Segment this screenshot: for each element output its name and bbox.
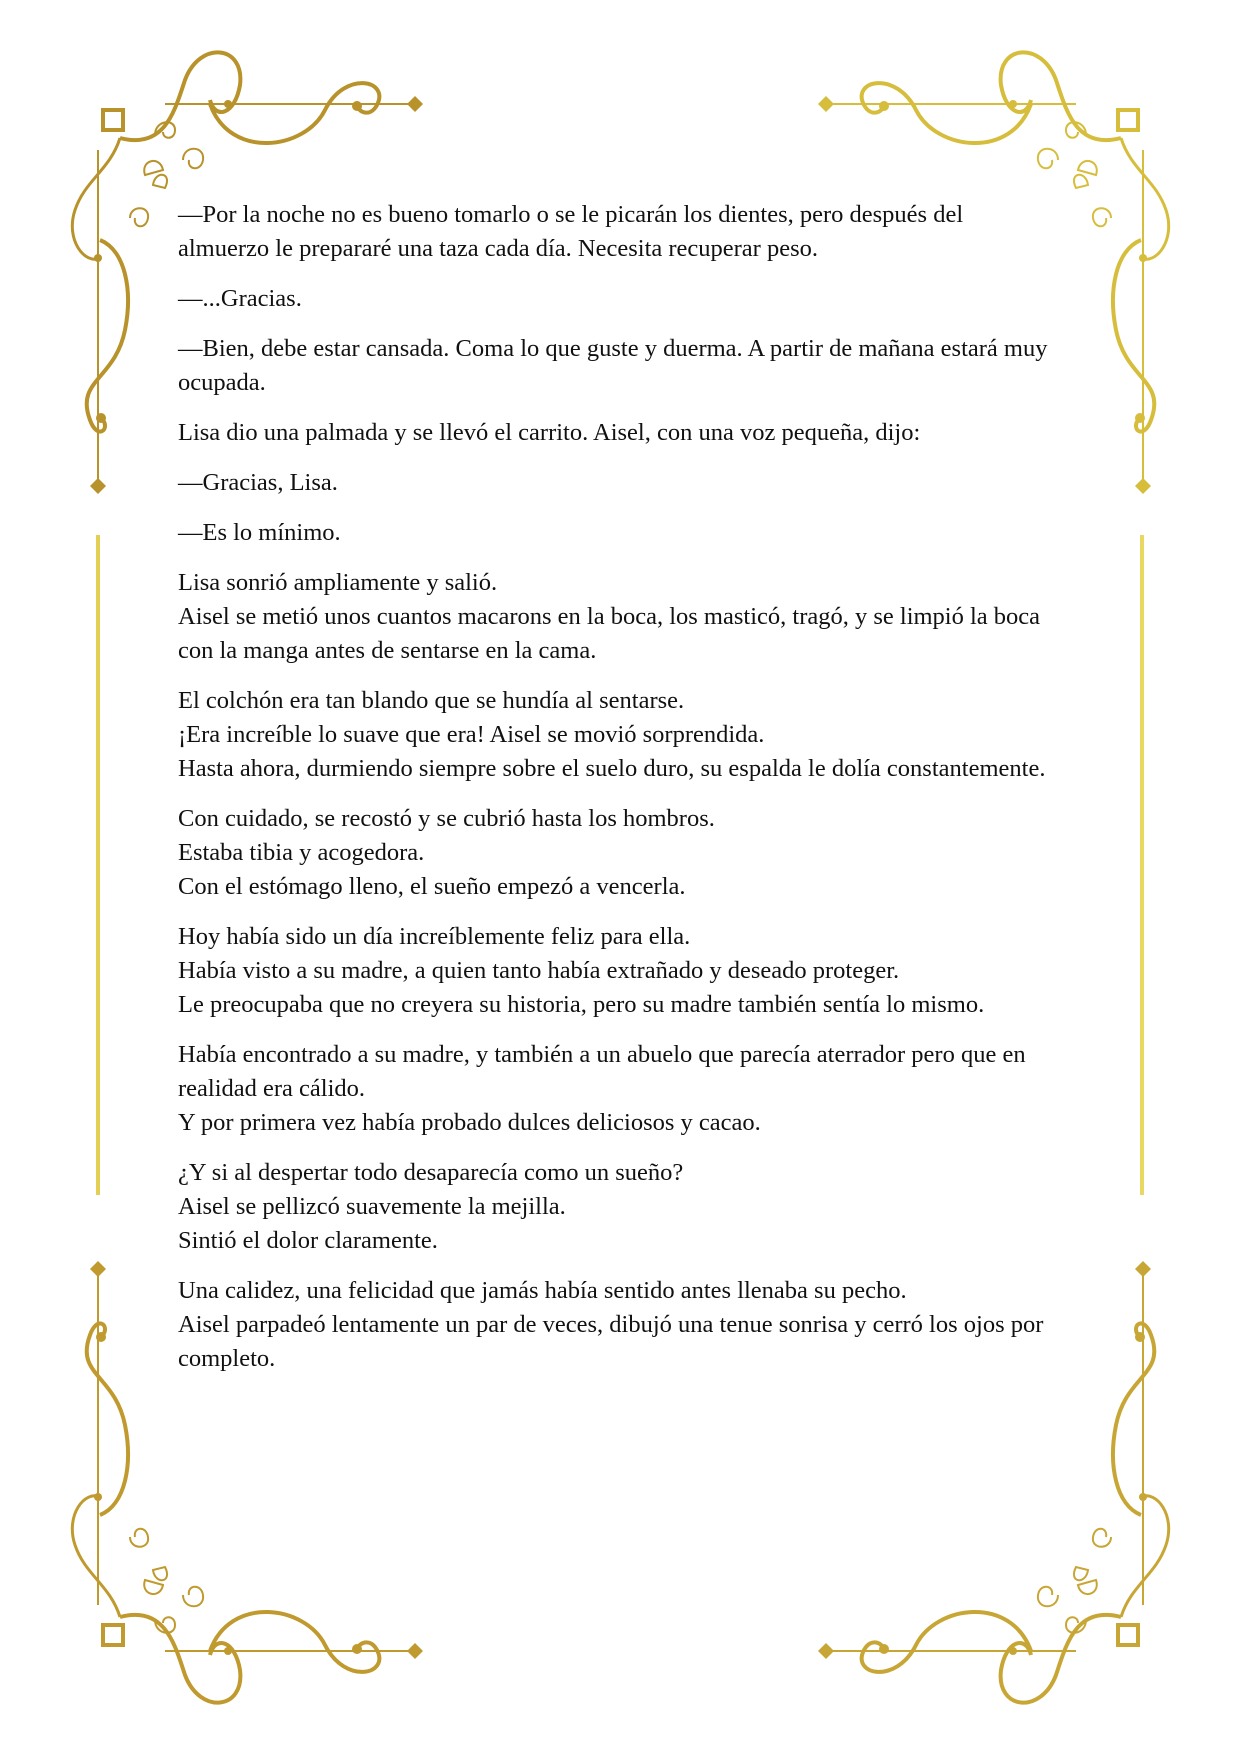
text-line: —Por la noche no es bueno tomarlo o se le picarán los dientes, pero después del almuerzo le prepararé una taza cada día. Necesita recuperar peso. [178,201,964,262]
text-line: Había encontrado a su madre, y también a un abuelo que parecía aterrador pero que en realidad era cálido. [178,1041,1026,1102]
text-line: Estaba tibia y acogedora. [178,839,425,866]
paragraph [178,1038,1058,1140]
text-line: —Es lo mínimo. [178,519,341,546]
paragraph [178,1156,1058,1258]
text-line: ¡Era increíble lo suave que era! Aisel se movió sorprendida. [178,721,765,748]
paragraph [178,802,1058,904]
text-line: Lisa sonrió ampliamente y salió. [178,569,498,596]
paragraph [178,566,1058,668]
text-line: Aisel parpadeó lentamente un par de veces, dibujó una tenue sonrisa y cerró los ojos por completo. [178,1311,1044,1372]
paragraph [178,516,1058,550]
text-line: —Gracias, Lisa. [178,469,338,496]
text-line: Aisel se pellizcó suavemente la mejilla. [178,1193,566,1220]
text-line: Hoy había sido un día increíblemente feliz para ella. [178,923,691,950]
text-line: ¿Y si al despertar todo desaparecía como un sueño? [178,1159,684,1186]
paragraph [178,684,1058,786]
text-line: El colchón era tan blando que se hundía al sentarse. [178,687,685,714]
text-line: Le preocupaba que no creyera su historia, pero su madre también sentía lo mismo. [178,991,985,1018]
paragraph [178,332,1058,400]
paragraph [178,1274,1058,1376]
text-line: Hasta ahora, durmiendo siempre sobre el suelo duro, su espalda le dolía constantemente. [178,755,1046,782]
text-line: Lisa dio una palmada y se llevó el carrito. Aisel, con una voz pequeña, dijo: [178,419,921,446]
paragraph [178,920,1058,1022]
text-line: Con el estómago lleno, el sueño empezó a vencerla. [178,873,686,900]
paragraph [178,416,1058,450]
paragraph [178,198,1058,266]
text-line: Con cuidado, se recostó y se cubrió hasta los hombros. [178,805,715,832]
text-line: Una calidez, una felicidad que jamás había sentido antes llenaba su pecho. [178,1277,907,1304]
text-line: Había visto a su madre, a quien tanto había extrañado y deseado proteger. [178,957,900,984]
paragraph [178,466,1058,500]
paragraph [178,282,1058,316]
text-line: Aisel se metió unos cuantos macarons en la boca, los masticó, tragó, y se limpió la boca con la manga antes de sentarse en la cama. [178,603,1041,664]
text-line: Sintió el dolor claramente. [178,1227,438,1254]
text-line: Y por primera vez había probado dulces deliciosos y cacao. [178,1109,761,1136]
text-line: —Bien, debe estar cansada. Coma lo que guste y duerma. A partir de mañana estará muy ocupada. [178,335,1048,396]
document-body [178,198,1058,1392]
text-line: —...Gracias. [178,285,302,312]
